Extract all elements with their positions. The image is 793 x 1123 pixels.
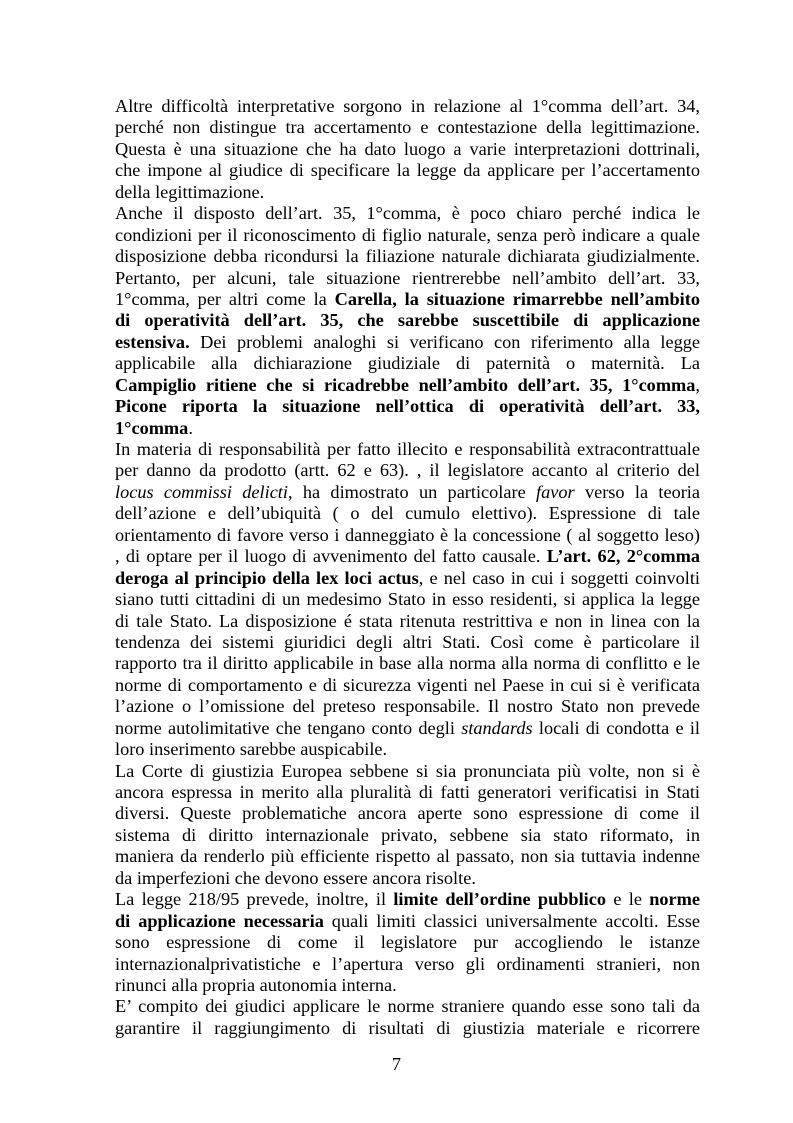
text-line	[115, 546, 700, 567]
text-line	[115, 825, 700, 846]
text-run: La Corte di giustizia Europea sebbene si sia pronunciata più volte, non si è	[115, 760, 700, 781]
text-line	[115, 803, 700, 824]
text-line	[115, 611, 700, 632]
text-line	[115, 225, 700, 246]
text-line	[115, 568, 700, 589]
text-run: maniera da renderlo più efficiente rispetto al passato, non sia tuttavia indenne	[115, 846, 700, 867]
text-line	[115, 439, 700, 460]
text-run: disposizione debba ricondursi la filiazione naturale dichiarata giudizialmente.	[115, 246, 700, 267]
text-line	[115, 375, 700, 396]
text-run: In materia di responsabilità per fatto illecito e responsabilità extracontrattuale	[115, 439, 700, 459]
text-run: Pertanto, per alcuni, tale situazione rientrerebbe nell’ambito dell’art. 33,	[115, 267, 700, 288]
bold-text: L’art. 62, 2°comma	[546, 546, 700, 567]
text-line	[115, 396, 700, 417]
text-line	[115, 203, 700, 224]
text-run: ancora espressa in merito alla pluralità di fatti generatori verificatisi in Stati	[115, 782, 700, 802]
text-run: , di optare per il luogo di avvenimento del fatto causale.	[115, 546, 547, 567]
text-line	[115, 718, 700, 739]
text-line	[115, 782, 700, 803]
text-line	[115, 289, 700, 310]
text-run: e le	[606, 889, 650, 910]
body-text	[115, 96, 700, 1039]
text-run: che impone al giudice di specificare la legge da applicare per l’accertamento	[115, 160, 700, 181]
text-line	[115, 589, 700, 610]
text-line	[115, 525, 700, 546]
text-run: Altre difficoltà interpretative sorgono in relazione al 1°comma dell’art. 34,	[115, 96, 700, 116]
text-run: dell’azione e dell’ubiquità ( o del cumulo elettivo). Espressione di tale	[115, 503, 700, 524]
text-run: rapporto tra il diritto applicabile in base alla norma alla norma di conflitto e le	[115, 653, 700, 674]
text-line	[115, 653, 700, 674]
text-run: di tale Stato. La disposizione é stata ritenuta restrittiva e non in linea con la	[115, 610, 700, 631]
text-line	[115, 182, 700, 203]
text-run: rinunci alla propria autonomia interna.	[115, 974, 397, 995]
text-line	[115, 460, 700, 481]
text-line	[115, 160, 700, 181]
bold-text: Campiglio ritiene che si ricadrebbe nell’ambito dell’art. 35, 1°comma	[115, 374, 696, 395]
text-run: E’ compito dei giudici applicare le norme straniere quando esse sono tali da	[115, 996, 700, 1017]
text-line	[115, 868, 700, 889]
bold-text: norme	[649, 889, 700, 910]
text-run: condizioni per il riconoscimento di figlio naturale, senza però indicare a quale	[115, 224, 700, 245]
text-line	[115, 1018, 700, 1039]
text-run: tendenza dei sistemi giuridici degli altri Stati. Così come è particolare il	[115, 631, 700, 652]
bold-text: di operatività dell’art. 35, che sarebbe suscettibile di applicazione	[115, 310, 700, 331]
text-run: garantire il raggiungimento di risultati di giustizia materiale e ricorrere	[115, 1017, 700, 1038]
text-run: l’azione o l’omissione del preteso responsabile. Il nostro Stato non prevede	[115, 696, 700, 717]
text-run: orientamento di favore verso i danneggiato è la concessione ( al soggetto leso)	[115, 524, 700, 545]
italic-text: standards	[461, 717, 533, 738]
paragraph	[115, 203, 700, 439]
page-number: 7	[391, 1054, 402, 1074]
text-line	[115, 139, 700, 160]
text-run: verso la teoria	[574, 481, 700, 502]
paragraph	[115, 439, 700, 761]
paragraph	[115, 96, 700, 203]
text-run: norme di comportamento e di sicurezza vigenti nel Paese in cui si è verificata	[115, 674, 700, 695]
text-run: siano tutti cittadini di un medesimo Stato in esso residenti, si applica la legge	[115, 589, 700, 610]
text-run: ,	[695, 374, 700, 395]
text-run: applicabile alla dichiarazione giudiziale di paternità o maternità. La	[115, 353, 700, 374]
text-run: , ha dimostrato un particolare	[287, 481, 537, 502]
text-run: Questa è una situazione che ha dato luogo a varie interpretazioni dottrinali,	[115, 138, 700, 159]
text-line	[115, 332, 700, 353]
text-run: sono espressione di come il legislatore pur accogliendo le istanze	[115, 932, 700, 953]
bold-text: Picone riporta la situazione nell’ottica di operatività dell’art. 33,	[115, 396, 700, 417]
text-run: 1°comma, per altri come la	[115, 288, 335, 309]
text-line	[115, 117, 700, 138]
paragraph	[115, 889, 700, 996]
text-run: La legge 218/95 prevede, inoltre, il	[115, 889, 394, 910]
text-run: da imperfezioni che devono essere ancora risolte.	[115, 867, 476, 888]
text-run: .	[188, 417, 193, 438]
text-line	[115, 954, 700, 975]
text-line	[115, 739, 700, 760]
text-line	[115, 310, 700, 331]
text-run: locali di condotta e il	[532, 717, 700, 738]
text-run: per danno da prodotto (artt. 62 e 63). , il legislatore accanto al criterio del	[115, 460, 700, 481]
text-run: loro inserimento sarebbe auspicabile.	[115, 739, 388, 760]
paragraph	[115, 996, 700, 1039]
text-line	[115, 996, 700, 1017]
paragraph	[115, 761, 700, 890]
text-line	[115, 932, 700, 953]
text-run: quali limiti classici universalmente accolti. Esse	[323, 910, 700, 931]
text-run: Anche il disposto dell’art. 35, 1°comma, è poco chiaro perché indica le	[115, 203, 700, 224]
italic-text: favor	[536, 481, 575, 502]
text-line	[115, 889, 700, 910]
text-line	[115, 246, 700, 267]
text-run: , e nel caso in cui i soggetti coinvolti	[418, 567, 701, 588]
text-line	[115, 696, 700, 717]
text-line	[115, 482, 700, 503]
text-line	[115, 503, 700, 524]
text-line	[115, 418, 700, 439]
text-line	[115, 846, 700, 867]
text-line	[115, 975, 700, 996]
text-run: perché non distingue tra accertamento e contestazione della legittimazione.	[115, 117, 700, 138]
bold-text: Carella, la situazione rimarrebbe nell’ambito	[334, 288, 700, 309]
text-run: sistema di diritto internazionale privato, sebbene sia stato riformato, in	[115, 824, 700, 845]
text-line	[115, 268, 700, 289]
text-run: norme autolimitative che tengano conto degli	[115, 717, 462, 738]
text-run: diversi. Queste problematiche ancora aperte sono espressione di come il	[115, 803, 700, 824]
bold-text: deroga al principio della lex loci actus	[115, 567, 419, 588]
text-line	[115, 96, 700, 117]
text-line	[115, 911, 700, 932]
text-line	[115, 675, 700, 696]
text-run: internazionalprivatistiche e l’apertura verso gli ordinamenti stranieri, non	[115, 953, 700, 974]
text-run: della legittimazione.	[115, 181, 265, 202]
text-line	[115, 353, 700, 374]
text-line	[115, 761, 700, 782]
bold-text: estensiva.	[115, 331, 190, 352]
bold-text: di applicazione necessaria	[115, 910, 324, 931]
italic-text: locus commissi delicti	[115, 481, 288, 502]
text-line	[115, 632, 700, 653]
bold-text: 1°comma	[115, 417, 189, 438]
bold-text: limite dell’ordine pubblico	[393, 889, 607, 910]
text-run: Dei problemi analoghi si verificano con riferimento alla legge	[189, 331, 700, 352]
